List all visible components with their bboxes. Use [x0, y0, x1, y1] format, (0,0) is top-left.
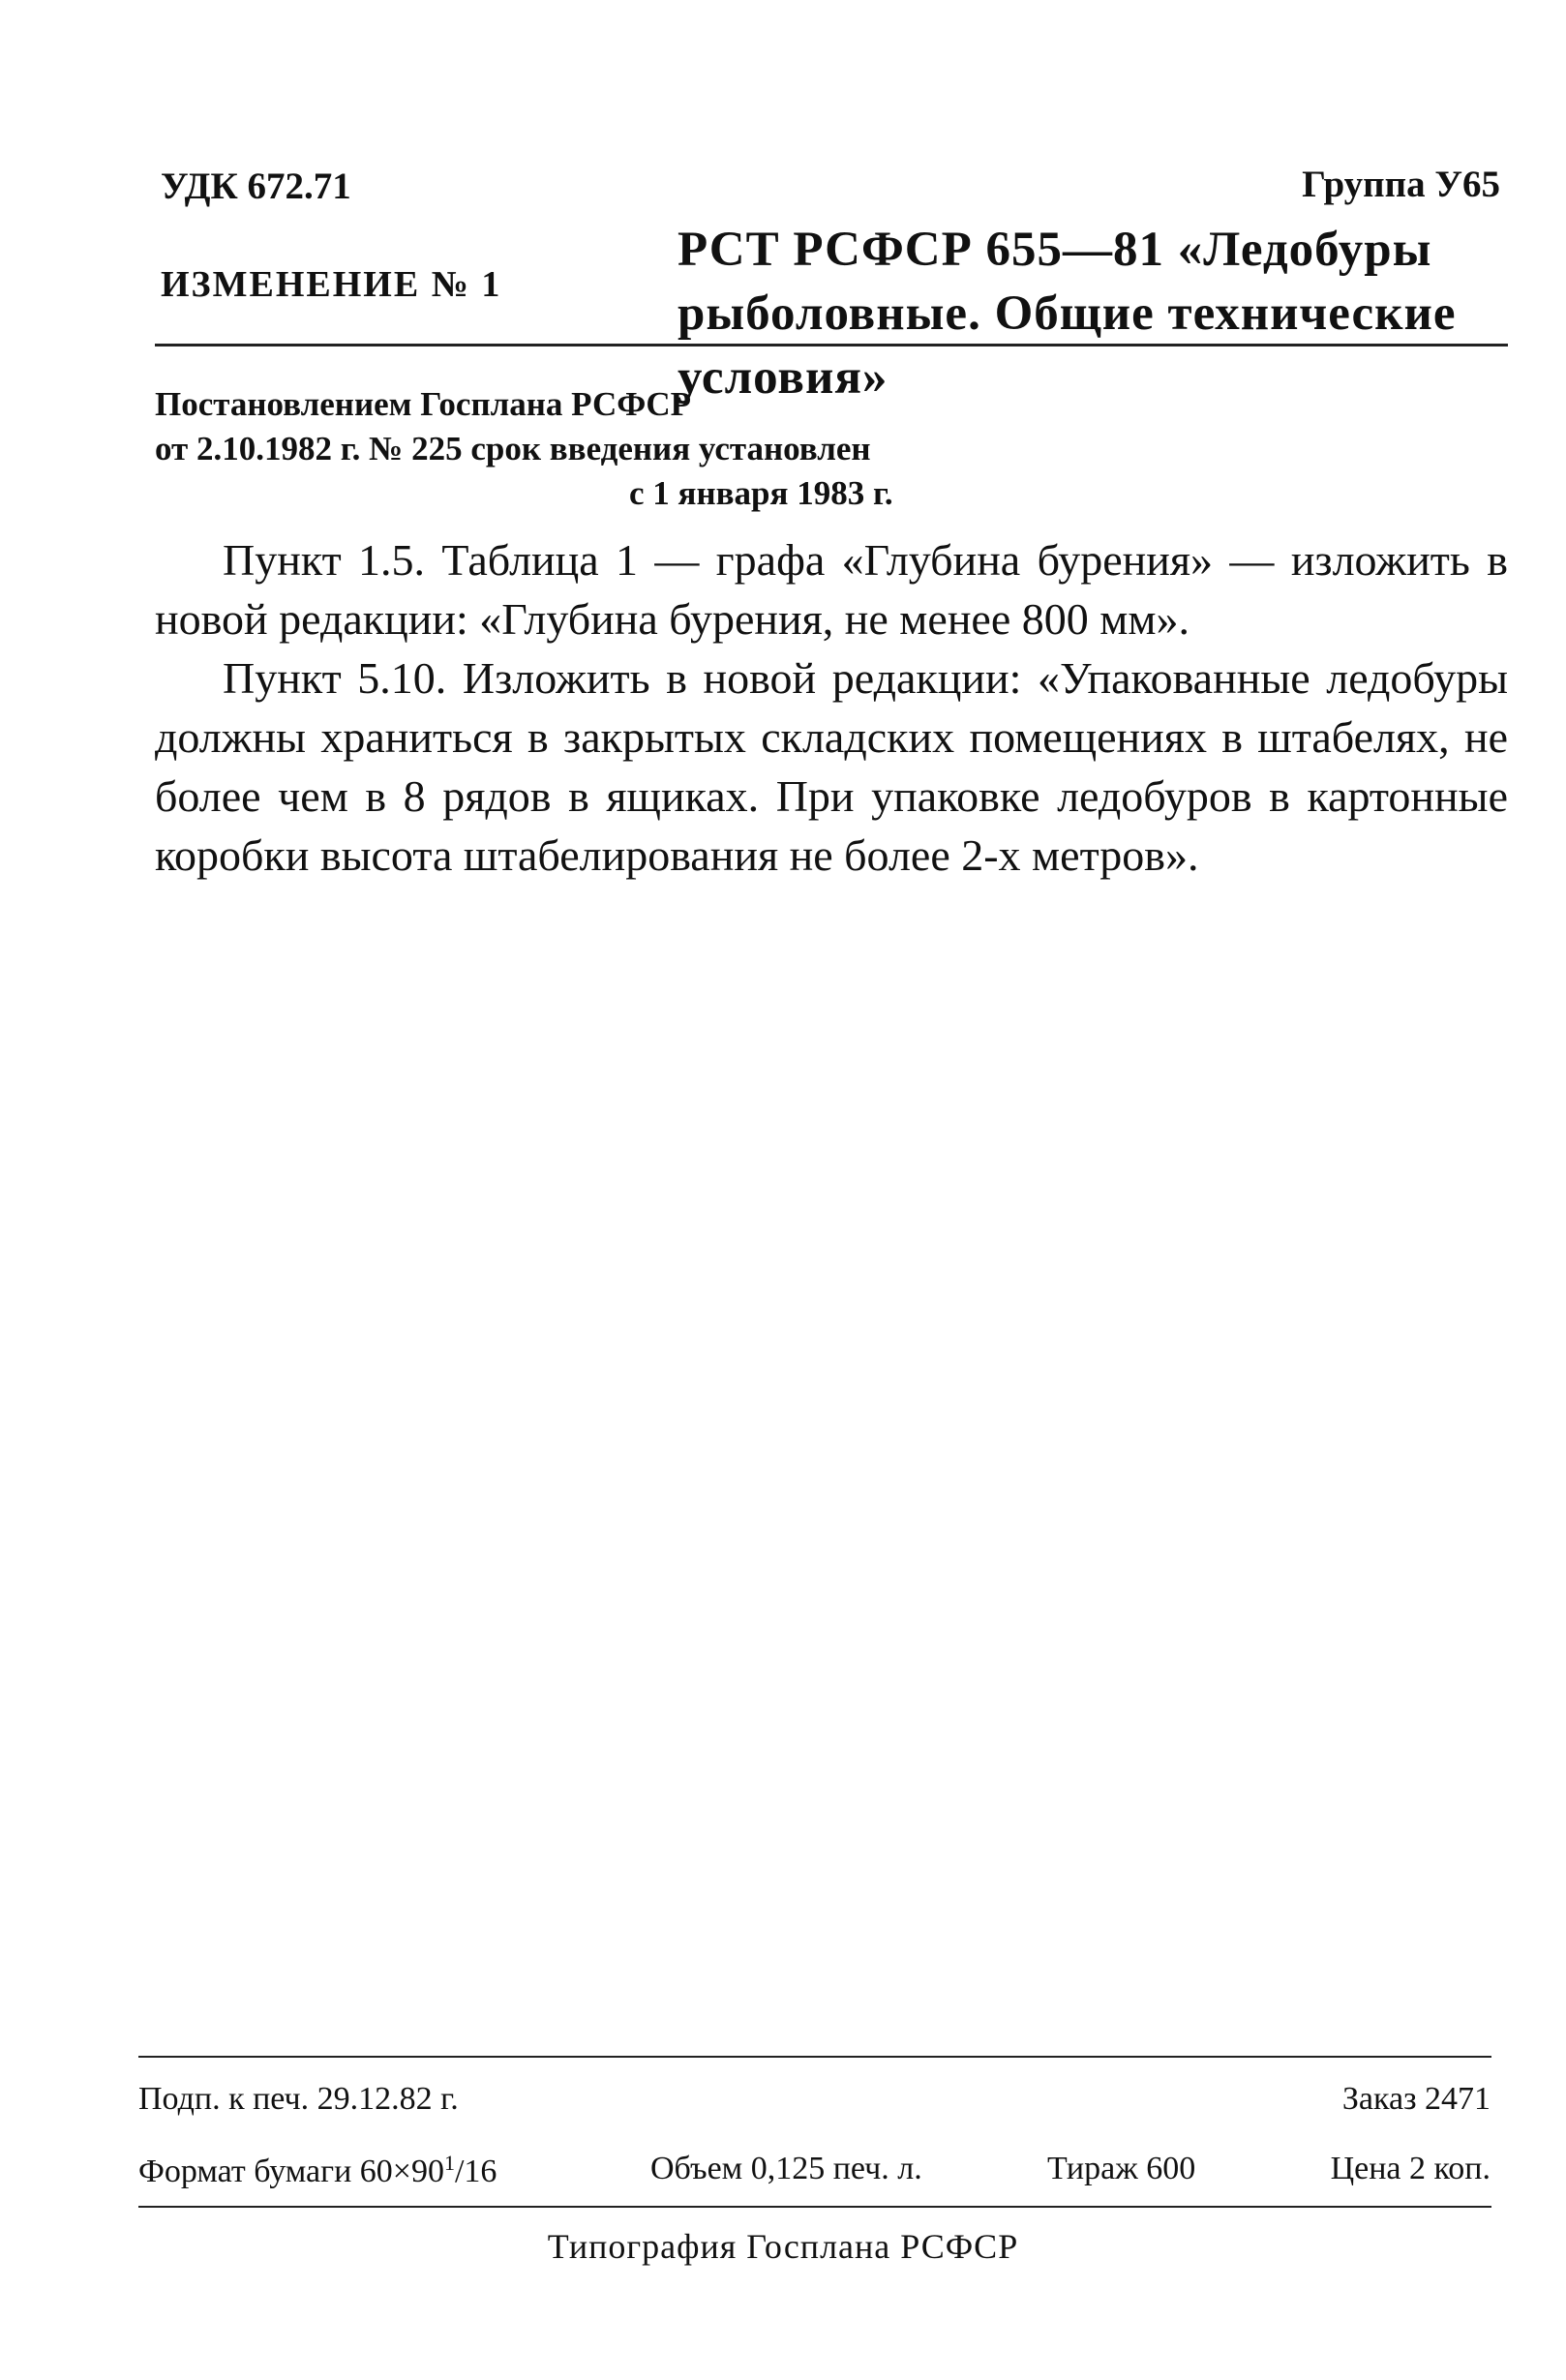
change-number: ИЗМЕНЕНИЕ № 1: [161, 264, 502, 305]
paper-format-sup: 1: [443, 2151, 455, 2175]
order-number: Заказ 2471: [1341, 2081, 1491, 2117]
paper-format-suffix: /16: [454, 2154, 497, 2189]
group-code: Группа У65: [1302, 164, 1500, 205]
decree-line-2: от 2.10.1982 г. № 225 срок введения установлен: [155, 430, 871, 467]
decree-block: [155, 382, 893, 516]
imprint-divider-top: [138, 2056, 1491, 2058]
paragraph-2: Пункт 5.10. Изложить в новой редакции: «Упакованные ледобуры должны храниться в закрытых складских помещениях в штабелях, не более чем в 8 рядов в ящиках. При упаковке ледобуров в картонные коробки высота штабелирования не более 2-х метров».: [155, 653, 1508, 880]
decree-line-3: с 1 января 1983 г.: [629, 474, 893, 512]
amendment-text: [155, 530, 1508, 885]
decree-line-1: Постановлением Госплана РСФСР: [155, 385, 691, 423]
header-divider: [155, 344, 1508, 346]
price: Цена 2 коп.: [1330, 2151, 1491, 2186]
signed-date: Подп. к печ. 29.12.82 г.: [138, 2081, 459, 2117]
standard-title: РСТ РСФСР 655—81 «Ледобуры рыболовные. Общие технические условия»: [678, 223, 1457, 405]
circulation: Тираж 600: [1047, 2151, 1196, 2186]
udk-code: УДК 672.71: [161, 166, 351, 207]
volume: Объем 0,125 печ. л.: [650, 2151, 922, 2186]
imprint-divider-bottom: [138, 2206, 1491, 2208]
paper-format-main: Формат бумаги 60×90: [138, 2154, 444, 2189]
printer-name: Типография Госплана РСФСР: [547, 2227, 1019, 2266]
paragraph-1: Пункт 1.5. Таблица 1 — графа «Глубина бурения» — изложить в новой редакции: «Глубина бурения, не менее 800 мм».: [155, 535, 1508, 644]
paper-format: [138, 2151, 497, 2190]
